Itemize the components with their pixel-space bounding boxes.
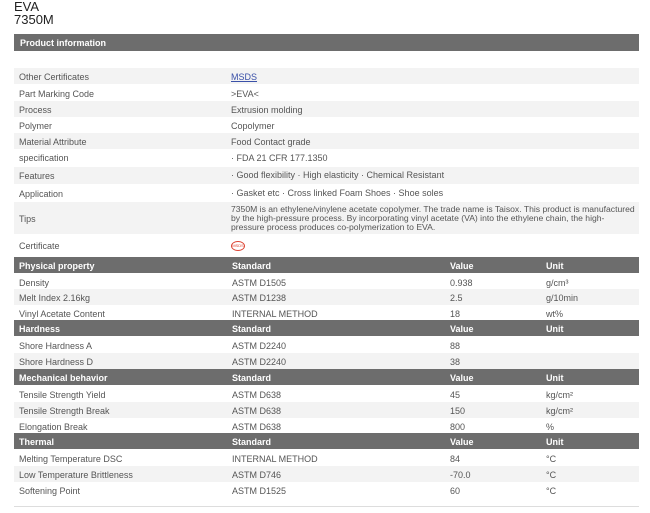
property-name: Melt Index 2.16kg xyxy=(19,293,91,303)
table-row xyxy=(14,482,639,498)
column-unit: Unit xyxy=(546,324,564,334)
column-value: Value xyxy=(450,261,474,271)
property-standard: ASTM D1505 xyxy=(232,278,287,288)
property-value: 0.938 xyxy=(450,278,473,288)
property-name: Low Temperature Brittleness xyxy=(19,470,133,480)
info-row xyxy=(14,167,639,184)
info-value: Food Contact grade xyxy=(231,137,311,147)
property-value: 800 xyxy=(450,422,466,432)
property-name: Shore Hardness A xyxy=(19,341,93,351)
info-label: Other Certificates xyxy=(19,72,90,82)
info-value: · Good flexibility · High elasticity · Chemical Resistant xyxy=(231,170,445,180)
section-title: Hardness xyxy=(19,324,61,334)
property-unit: % xyxy=(546,422,555,432)
info-row xyxy=(14,68,639,84)
table-row xyxy=(14,450,639,466)
property-unit: g/cm³ xyxy=(546,278,569,288)
table-row xyxy=(14,466,639,482)
property-name: Softening Point xyxy=(19,486,81,496)
info-label: Certificate xyxy=(19,241,60,251)
info-row xyxy=(14,202,639,234)
info-row xyxy=(14,149,639,167)
table-row xyxy=(14,274,639,289)
info-row xyxy=(14,117,639,133)
column-value: Value xyxy=(450,324,474,334)
info-label: Application xyxy=(19,189,64,199)
property-value: 45 xyxy=(450,390,461,400)
info-value: Copolymer xyxy=(231,121,275,131)
property-name: Density xyxy=(19,278,50,288)
property-value: 88 xyxy=(450,341,461,351)
info-value: Extrusion molding xyxy=(231,105,303,115)
property-value: 84 xyxy=(450,454,461,464)
property-standard: INTERNAL METHOD xyxy=(232,309,318,319)
property-standard: ASTM D1238 xyxy=(232,293,287,303)
property-value: 150 xyxy=(450,406,466,416)
property-unit: °C xyxy=(546,470,557,480)
certificate-mark: MSDS xyxy=(231,241,245,251)
property-value: 18 xyxy=(450,309,461,319)
property-standard: ASTM D638 xyxy=(232,422,282,432)
column-standard: Standard xyxy=(232,437,272,447)
bottom-divider xyxy=(14,506,639,507)
property-standard: ASTM D2240 xyxy=(232,357,287,367)
property-unit: kg/cm² xyxy=(546,406,573,416)
table-row xyxy=(14,337,639,353)
property-standard: ASTM D638 xyxy=(232,390,282,400)
column-standard: Standard xyxy=(232,261,272,271)
property-name: Shore Hardness D xyxy=(19,357,94,367)
property-unit: kg/cm² xyxy=(546,390,573,400)
column-unit: Unit xyxy=(546,373,564,383)
info-label: Part Marking Code xyxy=(19,89,95,99)
property-name: Tensile Strength Break xyxy=(19,406,110,416)
info-value: · FDA 21 CFR 177.1350 xyxy=(231,153,328,163)
property-unit: °C xyxy=(546,454,557,464)
property-unit: g/10min xyxy=(546,293,579,303)
table-row xyxy=(14,305,639,320)
property-name: Elongation Break xyxy=(19,422,88,432)
info-value: · Gasket etc · Cross linked Foam Shoes · Shoe soles xyxy=(231,188,444,198)
certificate-icon[interactable] xyxy=(231,240,245,251)
property-value: -70.0 xyxy=(450,470,471,480)
property-name: Melting Temperature DSC xyxy=(19,454,123,464)
section-header-physical xyxy=(14,257,639,273)
product-grade: 7350M xyxy=(14,12,54,27)
info-label: Features xyxy=(19,171,55,181)
info-label: specification xyxy=(19,153,69,163)
column-standard: Standard xyxy=(232,324,272,334)
property-standard: ASTM D746 xyxy=(232,470,282,480)
info-label: Tips xyxy=(19,214,36,224)
property-unit: °C xyxy=(546,486,557,496)
section-title: Physical property xyxy=(19,261,95,271)
table-row xyxy=(14,386,639,402)
property-standard: ASTM D2240 xyxy=(232,341,287,351)
property-name: Vinyl Acetate Content xyxy=(19,309,105,319)
info-label: Process xyxy=(19,105,52,115)
msds-link[interactable]: MSDS xyxy=(231,72,258,82)
property-standard: INTERNAL METHOD xyxy=(232,454,318,464)
section-title: Thermal xyxy=(19,437,55,447)
info-row xyxy=(14,236,639,255)
column-value: Value xyxy=(450,437,474,447)
property-value: 60 xyxy=(450,486,461,496)
column-unit: Unit xyxy=(546,437,564,447)
table-row xyxy=(14,418,639,433)
info-label: Material Attribute xyxy=(19,137,87,147)
info-value: >EVA< xyxy=(231,89,259,99)
info-row xyxy=(14,101,639,117)
product-info-title: Product information xyxy=(20,38,106,48)
section-header-thermal xyxy=(14,433,639,449)
property-standard: ASTM D638 xyxy=(232,406,282,416)
column-value: Value xyxy=(450,373,474,383)
product-category: EVA xyxy=(14,0,40,14)
column-standard: Standard xyxy=(232,373,272,383)
property-value: 2.5 xyxy=(450,293,463,303)
info-label: Polymer xyxy=(19,121,53,131)
tips-text: 7350M is an ethylene/vinylene acetate copolymer. The trade name is Taisox. This product is manufactured by the high-pressure process. By incorporating vinyl acetate (VA) into the ethylene chain, the high-pressure process produces co-polymerization to EVA. xyxy=(231,204,635,232)
table-row xyxy=(14,402,639,418)
column-unit: Unit xyxy=(546,261,564,271)
property-standard: ASTM D1525 xyxy=(232,486,287,496)
property-unit: wt% xyxy=(546,309,564,319)
table-row xyxy=(14,289,639,305)
info-row xyxy=(14,85,639,101)
section-header-mechanical xyxy=(14,369,639,385)
info-row xyxy=(14,184,639,202)
section-header-hardness xyxy=(14,320,639,336)
property-value: 38 xyxy=(450,357,461,367)
property-name: Tensile Strength Yield xyxy=(19,390,106,400)
product-info-header xyxy=(14,34,639,51)
section-title: Mechanical behavior xyxy=(19,373,108,383)
table-row xyxy=(14,353,639,369)
info-row xyxy=(14,133,639,149)
